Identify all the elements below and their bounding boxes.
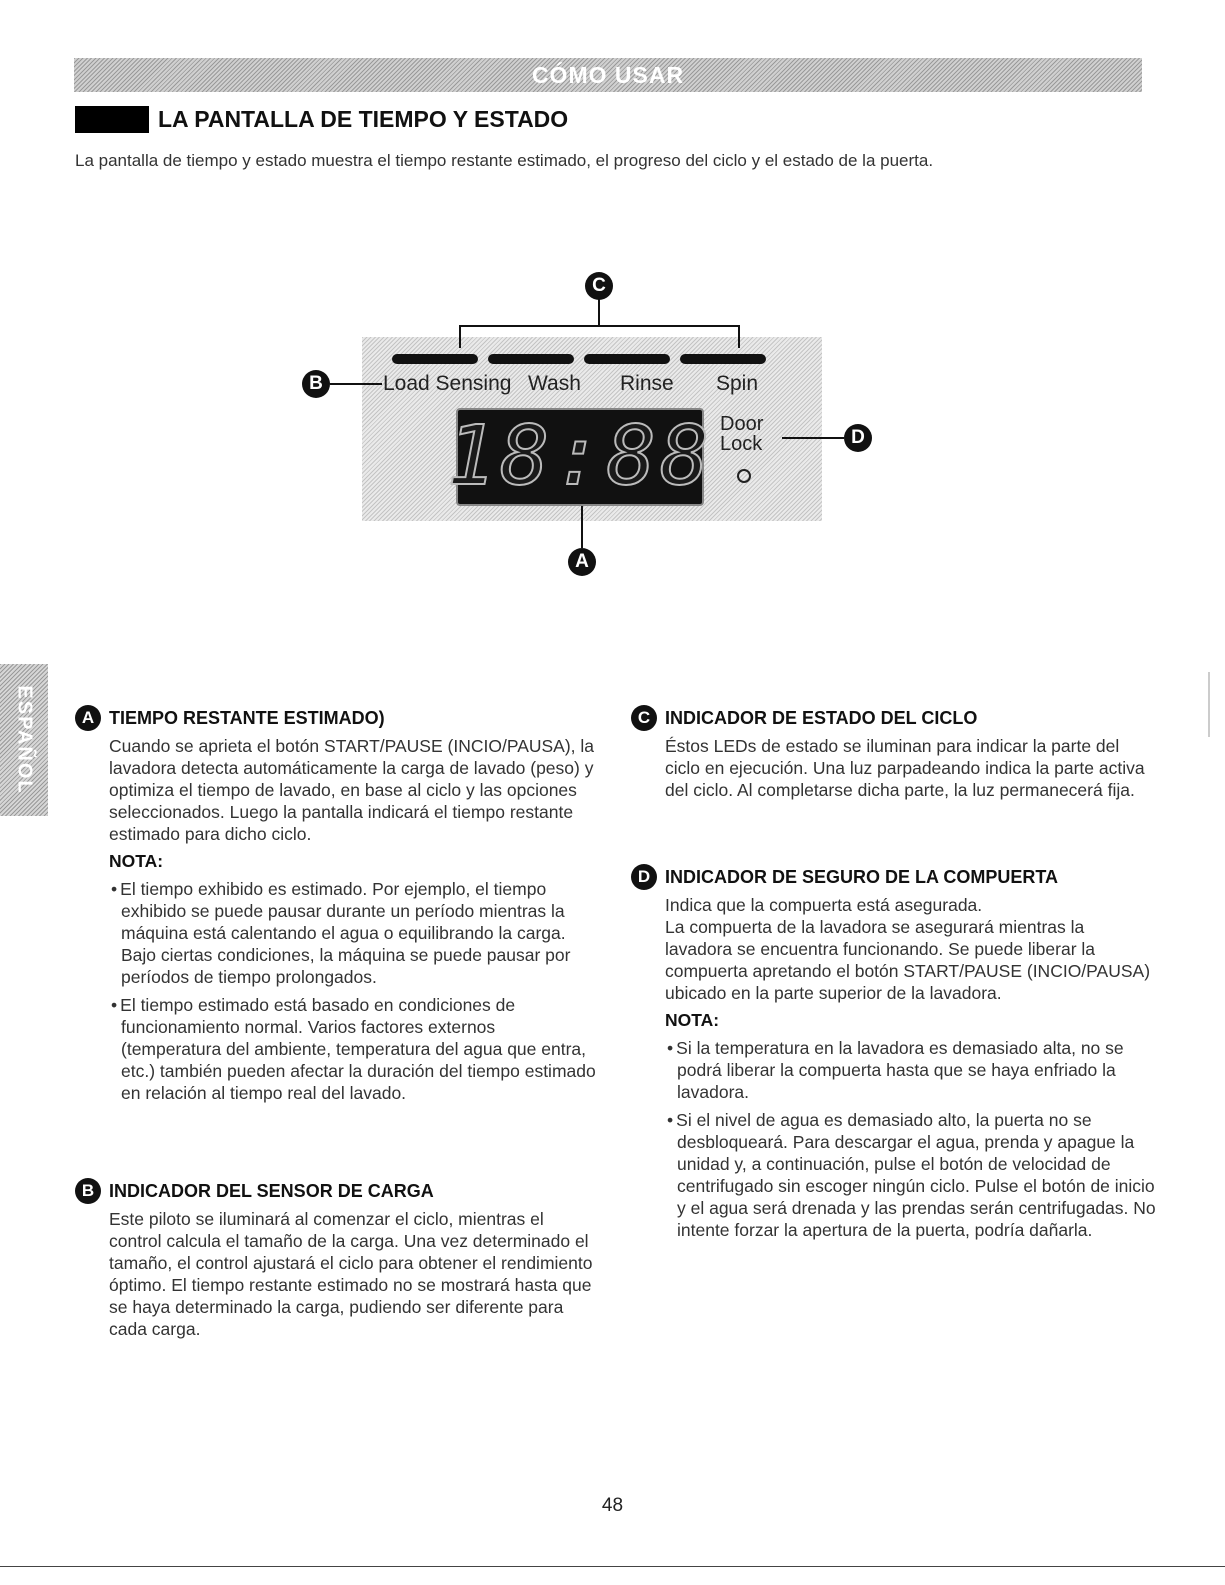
section-c-heading	[631, 705, 1156, 731]
time-display	[446, 408, 714, 506]
section-b-body: Este piloto se iluminará al comenzar el ciclo, mientras el control calcula el tamaño de la carga. Una vez determinado el tamaño, el control ajustará el ciclo para obtener el rendimiento óptimo. El tiempo restante estimado no se mostrará hasta que se haya determinado la carga, pudiendo ser diferente para cada carga.	[109, 1209, 593, 1339]
led-load-sensing	[392, 354, 478, 364]
door-lock-label	[720, 414, 763, 454]
section-b-title: INDICADOR DEL SENSOR DE CARGA	[109, 1180, 434, 1201]
label-wash: Wash	[528, 372, 581, 395]
callout-b: B	[302, 370, 330, 398]
callout-d-line	[782, 437, 844, 439]
bottom-rule	[0, 1566, 1225, 1567]
section-a-note-1: • El tiempo exhibido es estimado. Por ejemplo, el tiempo exhibido se puede pausar durante un período mientras la máquina está calentando el agua o equilibrando la carga. Bajo ciertas condiciones, la máquina se puede pausar por períodos de tiempo prolongados.	[109, 878, 600, 988]
section-d-notes	[665, 1037, 1156, 1241]
label-spin: Spin	[716, 372, 759, 395]
led-wash	[488, 354, 574, 364]
section-c	[631, 705, 1156, 801]
callout-c-bracket	[459, 325, 740, 327]
section-d-badge: D	[631, 864, 657, 890]
callout-c-stem	[598, 299, 600, 326]
section-title: LA PANTALLA DE TIEMPO Y ESTADO	[158, 106, 569, 132]
language-side-tab	[0, 664, 48, 816]
display-digits: 18:88	[446, 409, 714, 504]
section-d-title: INDICADOR DE SEGURO DE LA COMPUERTA	[665, 866, 1059, 887]
door-lock-line1: Door	[720, 413, 764, 435]
status-led-row	[392, 354, 774, 366]
section-c-body: Éstos LEDs de estado se iluminan para indicar la parte del ciclo en ejecución. Una luz parpadeando indica la parte activa del ciclo. Al completarse dicha parte, la luz permanecerá fija.	[665, 736, 1145, 800]
section-c-badge: C	[631, 705, 657, 731]
door-lock-indicator	[737, 469, 751, 483]
section-d-body-1: Indica que la compuerta está asegurada.	[665, 895, 983, 915]
section-d-note-1: • Si la temperatura en la lavadora es demasiado alta, no se podrá liberar la compuerta hasta que se haya enfriado la lavadora.	[665, 1037, 1156, 1103]
callout-d: D	[844, 424, 872, 452]
section-c-title: INDICADOR DE ESTADO DEL CICLO	[665, 707, 978, 728]
section-d-note-2: • Si el nivel de agua es demasiado alto, la puerta no se desbloqueará. Para descargar el agua, prenda y apague la unidad y, a continuación, pulse el botón de velocidad de centrifugado sin escoger ningún ciclo. Pulse el botón de inicio y el agua será drenada y las prendas serán centrifugadas. No intente forzar la apertura de la puerta, podría dañarla.	[665, 1109, 1156, 1241]
section-a-body: Cuando se aprieta el botón START/PAUSE (INCIO/PAUSA), la lavadora detecta automáticamente la carga de lavado (peso) y optimiza el tiempo de lavado, en base al ciclo y las opciones seleccionados. Luego la pantalla indicará el tiempo restante estimado para dicho ciclo.	[109, 736, 595, 844]
page-number: 48	[601, 1495, 624, 1516]
section-d-body-2: La compuerta de la lavadora se asegurará mientras la lavadora se encuentra funcionando. Se puede liberar la compuerta apretando el botón START/PAUSE (INCIO/PAUSA) ubicado en la parte superior de la lavadora.	[665, 917, 1151, 1003]
header-bar	[75, 106, 149, 133]
section-d-nota: NOTA:	[665, 1010, 720, 1030]
section-a-badge: A	[75, 705, 101, 731]
callout-c-right-tick	[738, 325, 740, 348]
section-a-notes	[109, 878, 600, 1104]
section-d-heading	[631, 864, 1156, 890]
section-b	[75, 1178, 600, 1340]
intro-text: La pantalla de tiempo y estado muestra el tiempo restante estimado, el progreso del ciclo y el estado de la puerta.	[75, 151, 934, 170]
section-b-heading	[75, 1178, 600, 1204]
callout-c-left-tick	[459, 325, 461, 348]
side-tab-label: ESPAÑOL	[13, 685, 36, 795]
door-lock-line2: Lock	[720, 433, 763, 455]
section-header	[75, 106, 568, 133]
section-a	[75, 705, 600, 1110]
label-rinse: Rinse	[620, 372, 674, 395]
section-banner	[74, 58, 1142, 92]
section-a-heading	[75, 705, 600, 731]
section-a-title: TIEMPO RESTANTE ESTIMADO)	[109, 707, 385, 728]
label-load-sensing: Load Sensing	[383, 372, 512, 395]
section-a-nota: NOTA:	[109, 851, 164, 871]
callout-c: C	[585, 272, 613, 300]
banner-title: CÓMO USAR	[531, 61, 685, 88]
callout-a: A	[568, 548, 596, 576]
led-spin	[680, 354, 766, 364]
section-d	[631, 864, 1156, 1247]
section-a-note-2: • El tiempo estimado está basado en condiciones de funcionamiento normal. Varios factores externos (temperatura del ambiente, temperatura del agua que entra, etc.) también pueden afectar la duración del tiempo estimado en relación al tiempo real del lavado.	[109, 994, 600, 1104]
led-rinse	[584, 354, 670, 364]
callout-b-line	[330, 383, 382, 385]
edge-mark	[1208, 672, 1210, 737]
callout-a-line	[581, 506, 583, 548]
section-b-badge: B	[75, 1178, 101, 1204]
